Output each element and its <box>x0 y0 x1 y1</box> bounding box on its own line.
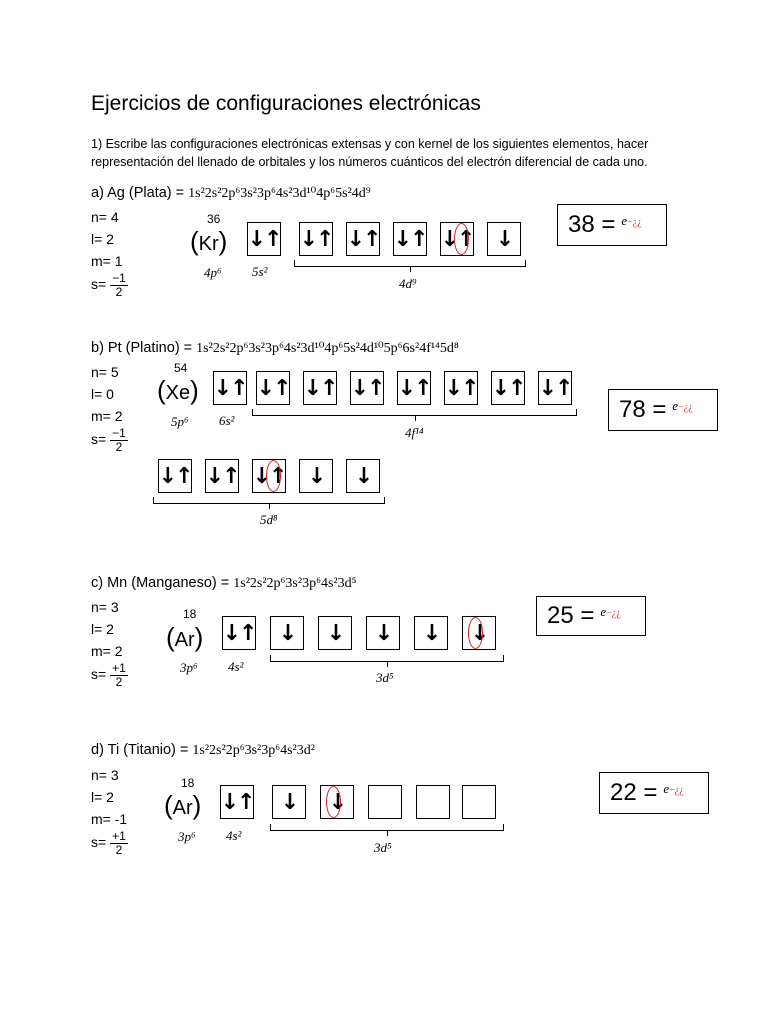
orbital-box-6s: ↓↑ <box>213 371 247 405</box>
orbital-box-4f-2: ↓↑ <box>303 371 337 405</box>
kernel-symbol: (Xe) <box>157 375 199 405</box>
kernel-atomic-number: 54 <box>174 361 188 375</box>
quantum-m: m= -1 <box>91 811 128 827</box>
orbital-box-4d-4: ↓ ↑ <box>440 222 474 256</box>
orbital-brace-5d <box>153 497 385 504</box>
orbital-box-4f-4: ↓↑ <box>397 371 431 405</box>
orbital-brace-3d <box>270 824 504 831</box>
orbital-brace-4d <box>294 260 526 267</box>
section-b-quantum-numbers <box>91 361 128 454</box>
orbital-box-3d-2: ↓ <box>320 785 354 819</box>
section-a-heading <box>91 185 371 202</box>
quantum-m: m= 1 <box>91 253 123 269</box>
orbital-box-4d-3: ↓↑ <box>393 222 427 256</box>
quantum-l: l= 2 <box>91 231 114 247</box>
kernel-symbol: (Kr) <box>190 226 228 256</box>
kernel-atomic-number: 36 <box>207 212 221 226</box>
kernel-atomic-number: 18 <box>183 607 197 621</box>
orbital-box-4f-7: ↓↑ <box>538 371 572 405</box>
kernel-sublevel-label: 3p⁶ <box>178 829 196 844</box>
kernel-symbol: (Ar) <box>166 622 204 652</box>
page-title: Ejercicios de configuraciones electrónicas <box>91 92 481 115</box>
result-box-ti: 22 = e−¿¿ <box>599 772 709 814</box>
kernel-sublevel-label: 5p⁶ <box>171 414 189 429</box>
orbital-box-4f-6: ↓↑ <box>491 371 525 405</box>
section-b-formula: 1s²2s²2p⁶3s²3p⁶4s²3d¹⁰4p⁶5s²4d¹⁰5p⁶6s²4f¹⁴5d⁸ <box>196 341 459 356</box>
orbital-brace-3d <box>270 655 504 662</box>
orbital-label-4s: 4s² <box>228 659 244 674</box>
section-b-heading <box>91 340 459 357</box>
kernel-sublevel-label: 4p⁶ <box>204 265 222 280</box>
instructions: 1) Escribe las configuraciones electrónicas extensas y con kernel de los siguientes elementos, hacer representación del llenado de orbitales y los números cuánticos del electrón diferencial de cada uno. <box>91 137 649 169</box>
orbital-box-3d-3 <box>368 785 402 819</box>
quantum-l: l= 2 <box>91 621 114 637</box>
orbital-box-3d-1: ↓ <box>270 616 304 650</box>
quantum-l: l= 2 <box>91 789 114 805</box>
quantum-s: s= $\frac{-1}{2}$ <box>91 271 126 299</box>
section-c-formula: 1s²2s²2p⁶3s²3p⁶4s²3d⁵ <box>233 576 357 591</box>
section-a-title: a) Ag (Plata) = <box>91 185 185 201</box>
orbital-box-5d-4: ↓ <box>299 459 333 493</box>
orbital-label-4s: 4s² <box>226 828 242 843</box>
section-d-heading <box>91 742 315 759</box>
quantum-l: l= 0 <box>91 386 114 402</box>
kernel-symbol: (Ar) <box>164 790 202 820</box>
orbital-label-4d: 4d⁹ <box>399 276 417 291</box>
quantum-s: s= $\frac{+1}{2}$ <box>91 829 126 857</box>
orbital-box-4d-5: ↓ <box>487 222 521 256</box>
quantum-m: m= 2 <box>91 408 123 424</box>
section-c-quantum-numbers <box>91 596 128 689</box>
section-d-formula: 1s²2s²2p⁶3s²3p⁶4s²3d² <box>192 743 315 758</box>
kernel-atomic-number: 18 <box>181 776 195 790</box>
orbital-box-4s: ↓↑ <box>220 785 254 819</box>
orbital-box-3d-3: ↓ <box>366 616 400 650</box>
orbital-box-5s: ↓↑ <box>247 222 281 256</box>
orbital-box-3d-5: ↓ <box>462 616 496 650</box>
orbital-box-3d-1: ↓ <box>272 785 306 819</box>
section-b-title: b) Pt (Platino) = <box>91 340 193 356</box>
orbital-box-4f-1: ↓↑ <box>256 371 290 405</box>
result-box-mn: 25 = e−¿¿ <box>536 596 646 636</box>
orbital-box-5d-5: ↓ <box>346 459 380 493</box>
orbital-box-4f-3: ↓↑ <box>350 371 384 405</box>
quantum-n: n= 3 <box>91 599 119 615</box>
orbital-box-3d-5 <box>462 785 496 819</box>
result-box-ag: 38 = e−¿¿ <box>557 204 667 246</box>
orbital-box-3d-4: ↓ <box>414 616 448 650</box>
section-a-quantum-numbers <box>91 206 128 299</box>
orbital-box-5d-3: ↓ ↑ <box>252 459 286 493</box>
orbital-box-5d-2: ↓↑ <box>205 459 239 493</box>
result-box-pt: 78 = e−¿¿ <box>608 389 718 431</box>
section-a-formula: 1s²2s²2p⁶3s²3p⁶4s²3d¹⁰4p⁶5s²4d⁹ <box>188 186 371 201</box>
quantum-m: m= 2 <box>91 643 123 659</box>
quantum-s: s= $\frac{+1}{2}$ <box>91 661 126 689</box>
section-d-quantum-numbers <box>91 764 128 857</box>
orbital-label-5d: 5d⁸ <box>260 512 278 527</box>
section-c-title: c) Mn (Manganeso) = <box>91 575 230 591</box>
orbital-box-5d-1: ↓↑ <box>158 459 192 493</box>
orbital-box-4s: ↓↑ <box>222 616 256 650</box>
orbital-box-4f-5: ↓↑ <box>444 371 478 405</box>
quantum-s: s= $\frac{-1}{2}$ <box>91 426 126 454</box>
orbital-brace-4f <box>252 409 577 416</box>
kernel-sublevel-label: 3p⁶ <box>180 660 198 675</box>
orbital-label-6s: 6s² <box>219 413 235 428</box>
orbital-box-4d-2: ↓↑ <box>346 222 380 256</box>
quantum-n: n= 5 <box>91 364 119 380</box>
quantum-n: n= 3 <box>91 767 119 783</box>
orbital-label-3d: 3d⁵ <box>376 670 394 685</box>
section-d-title: d) Ti (Titanio) = <box>91 742 189 758</box>
orbital-box-3d-2: ↓ <box>318 616 352 650</box>
orbital-box-4d-1: ↓↑ <box>299 222 333 256</box>
section-c-heading <box>91 575 356 592</box>
orbital-label-4f: 4f¹⁴ <box>405 425 424 440</box>
orbital-label-5s: 5s² <box>252 264 268 279</box>
quantum-n: n= 4 <box>91 209 119 225</box>
orbital-label-3d: 3d⁵ <box>374 840 392 855</box>
orbital-box-3d-4 <box>416 785 450 819</box>
